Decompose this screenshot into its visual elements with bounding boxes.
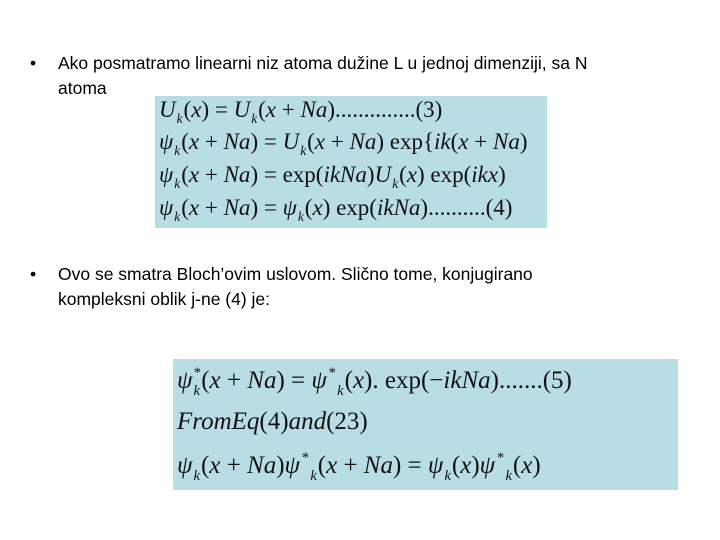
equation-3: $U_k(x) = U_k(x + Na)..............(3)$ <box>159 97 443 126</box>
bullet-line: kompleksni oblik j-ne (4) je: <box>58 289 271 309</box>
bullet-text <box>58 51 688 101</box>
bullet-line: atoma <box>58 78 107 98</box>
bullet-marker: • <box>30 53 37 73</box>
equation-box-1 <box>155 96 547 228</box>
equation-from-eq: FromEq(4)and(23) <box>177 408 368 435</box>
equation-5: $\psi_k^*(x + Na) = \psi^*_k(x)$. exp(−ikNa).......(5) <box>177 365 572 399</box>
equation-product: $\psi_k(x + Na)\psi^*_k(x + Na) = \psi_k(x)\psi^*_k(x)$ <box>177 450 541 484</box>
bullet-line: Ovo se smatra Bloch’ovim uslovom. Slično tome, konjugirano <box>58 264 533 284</box>
equation-box-2 <box>173 359 678 490</box>
equation-line-3: $\psi_k(x + Na)$ = $\exp(ikNa)U_k(x)$ exp(ikx) <box>159 162 506 191</box>
bullet-text <box>58 262 688 312</box>
equation-4: $\psi_k(x + Na) = \psi_k(x)$ exp(ikNa)..........(4) <box>159 195 513 224</box>
bullet-line: Ako posmatramo linearni niz atoma dužine L u jednoj dimenziji, sa N <box>58 53 588 73</box>
bullet-marker: • <box>30 264 37 284</box>
equation-line-2: $\psi_k(x + Na) = U_k(x + Na) \exp\{ik(x + Na)$ <box>159 129 528 158</box>
